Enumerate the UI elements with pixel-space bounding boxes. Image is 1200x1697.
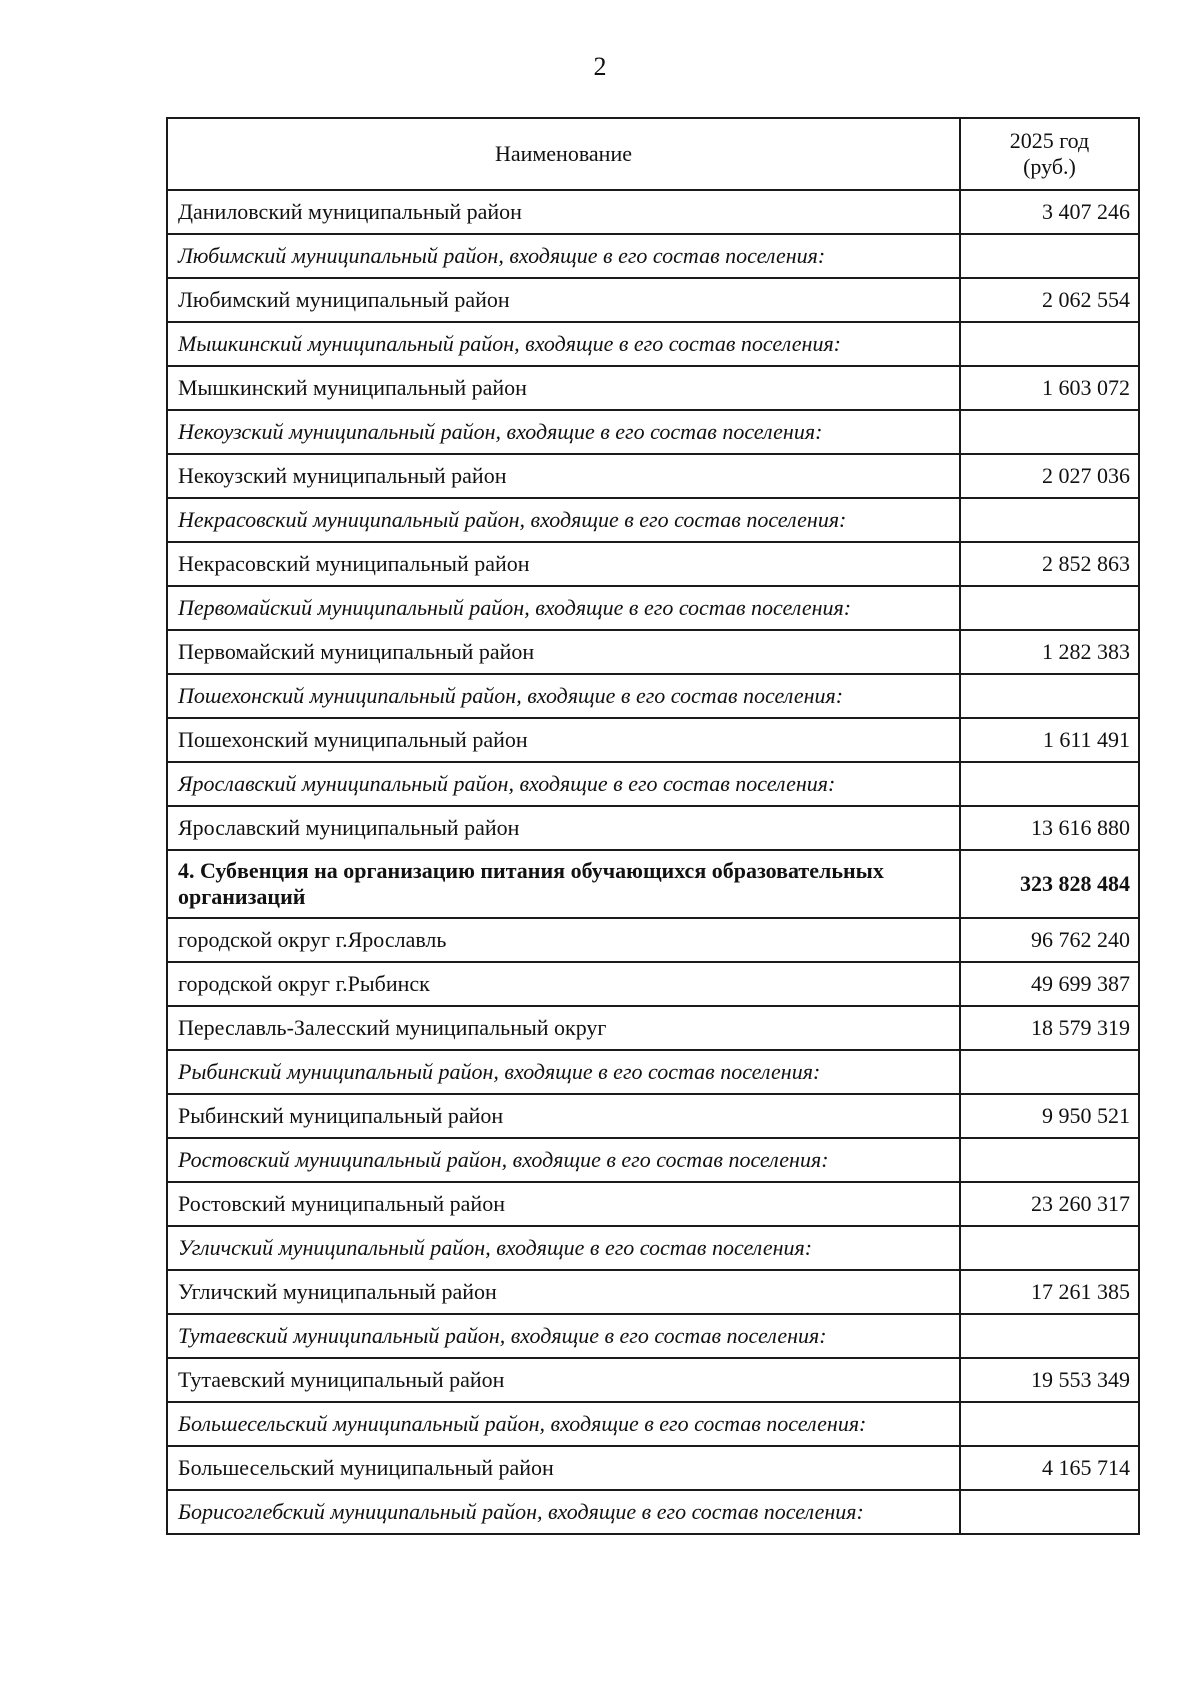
row-name: Пошехонский муниципальный район, входящие в его состав поселения: [167,674,960,718]
table-row [167,1270,1139,1314]
table-group-row [167,322,1139,366]
table-group-row [167,674,1139,718]
row-value [960,674,1139,718]
row-value [960,1402,1139,1446]
row-name: Ростовский муниципальный район, входящие в его состав поселения: [167,1138,960,1182]
table-group-row [167,1402,1139,1446]
row-value [960,498,1139,542]
header-unit: (руб.) [1023,154,1076,179]
table-row [167,542,1139,586]
row-name: Первомайский муниципальный район [167,630,960,674]
row-value: 9 950 521 [960,1094,1139,1138]
table-row [167,718,1139,762]
row-value: 19 553 349 [960,1358,1139,1402]
row-value: 1 603 072 [960,366,1139,410]
subvention-table [166,117,1140,1535]
row-name: Большесельский муниципальный район [167,1446,960,1490]
row-name: Ростовский муниципальный район [167,1182,960,1226]
row-name: Любимский муниципальный район, входящие в его состав поселения: [167,234,960,278]
row-name: Первомайский муниципальный район, входящие в его состав поселения: [167,586,960,630]
table-row [167,806,1139,850]
row-name: Некрасовский муниципальный район, входящие в его состав поселения: [167,498,960,542]
row-value: 96 762 240 [960,918,1139,962]
row-name: Некоузский муниципальный район [167,454,960,498]
table-group-row [167,410,1139,454]
row-name: Даниловский муниципальный район [167,190,960,234]
row-name: Рыбинский муниципальный район [167,1094,960,1138]
row-name: Тутаевский муниципальный район, входящие в его состав поселения: [167,1314,960,1358]
row-value [960,234,1139,278]
table-row [167,962,1139,1006]
table-row [167,190,1139,234]
row-value: 2 062 554 [960,278,1139,322]
row-value [960,1138,1139,1182]
row-value: 23 260 317 [960,1182,1139,1226]
row-name: Тутаевский муниципальный район [167,1358,960,1402]
row-name: Мышкинский муниципальный район [167,366,960,410]
table-group-row [167,1490,1139,1534]
row-name: Большесельский муниципальный район, входящие в его состав поселения: [167,1402,960,1446]
table-row [167,630,1139,674]
row-name: Рыбинский муниципальный район, входящие в его состав поселения: [167,1050,960,1094]
table-group-row [167,498,1139,542]
row-value [960,410,1139,454]
row-value [960,762,1139,806]
page-number: 2 [593,52,607,81]
row-name: Угличский муниципальный район, входящие в его состав поселения: [167,1226,960,1270]
header-year: 2025 год [1009,127,1090,153]
table-group-row [167,762,1139,806]
row-name: городской округ г.Рыбинск [167,962,960,1006]
row-value [960,586,1139,630]
table-body [167,190,1139,1534]
table-group-row [167,1050,1139,1094]
row-name: Пошехонский муниципальный район [167,718,960,762]
row-name: Переславль-Залесский муниципальный округ [167,1006,960,1050]
table-section-row [167,850,1139,918]
row-value: 13 616 880 [960,806,1139,850]
row-name: Ярославский муниципальный район [167,806,960,850]
row-value [960,1490,1139,1534]
table-row [167,1006,1139,1050]
table-row [167,918,1139,962]
row-value [960,1314,1139,1358]
row-name: 4. Субвенция на организацию питания обучающихся образовательных организаций [167,850,960,918]
table-group-row [167,1138,1139,1182]
row-value: 3 407 246 [960,190,1139,234]
table-row [167,1358,1139,1402]
row-value [960,1226,1139,1270]
table-group-row [167,1314,1139,1358]
table-row [167,366,1139,410]
row-name: Некоузский муниципальный район, входящие в его состав поселения: [167,410,960,454]
row-name: Борисоглебский муниципальный район, входящие в его состав поселения: [167,1490,960,1534]
header-value-column [960,118,1139,190]
row-value: 17 261 385 [960,1270,1139,1314]
row-name: Любимский муниципальный район [167,278,960,322]
row-name: Угличский муниципальный район [167,1270,960,1314]
row-value: 2 027 036 [960,454,1139,498]
table-row [167,454,1139,498]
row-value: 1 611 491 [960,718,1139,762]
row-value: 1 282 383 [960,630,1139,674]
header-name-column: Наименование [167,118,960,190]
table-group-row [167,1226,1139,1270]
table-group-row [167,586,1139,630]
row-value [960,1050,1139,1094]
table-row [167,1094,1139,1138]
row-name: Ярославский муниципальный район, входящие в его состав поселения: [167,762,960,806]
row-name: городской округ г.Ярославль [167,918,960,962]
table-row [167,1446,1139,1490]
table-row [167,1182,1139,1226]
row-value: 323 828 484 [960,850,1139,918]
row-value: 4 165 714 [960,1446,1139,1490]
row-value: 49 699 387 [960,962,1139,1006]
row-value [960,322,1139,366]
row-value: 2 852 863 [960,542,1139,586]
table-row [167,278,1139,322]
row-name: Мышкинский муниципальный район, входящие в его состав поселения: [167,322,960,366]
table-group-row [167,234,1139,278]
table-header-row [167,118,1139,190]
row-name: Некрасовский муниципальный район [167,542,960,586]
row-value: 18 579 319 [960,1006,1139,1050]
